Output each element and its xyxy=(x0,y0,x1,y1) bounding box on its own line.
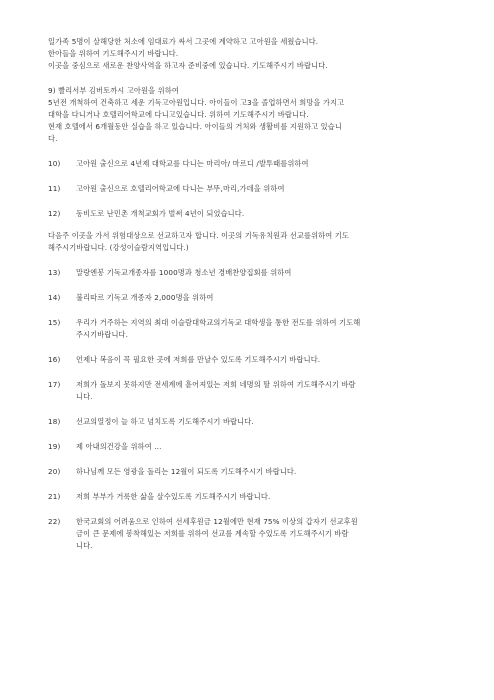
list-item-17 xyxy=(48,379,468,403)
item-text: 한국교회의 어려움으로 인하여 선세후원금 12월에만 현재 75% 이상의 갑자기 선교후원 xyxy=(76,517,358,526)
item-text: 니다. xyxy=(76,392,93,401)
intro-line: 일가족 5명이 살해당한 처소에 임대료가 싸서 그곳에 계약하고 고아원을 세웠습니다. xyxy=(48,37,319,46)
item-number: 10) xyxy=(48,159,61,168)
intro-line: 이곳을 중심으로 새로운 찬양사역을 하고자 준비중에 있습니다. 기도해주시기 바랍니다. xyxy=(48,61,328,70)
item-number: 16) xyxy=(48,355,61,364)
item-text: 니다. xyxy=(76,541,93,550)
list-item-18 xyxy=(48,416,468,428)
document-body xyxy=(48,36,468,552)
item-number: 18) xyxy=(48,417,61,426)
item-text: 동비도로 난민촌 개척교회가 벌써 4년이 되었습니다. xyxy=(76,209,245,218)
item-number: 11) xyxy=(48,184,61,193)
item-number: 15) xyxy=(48,318,61,327)
item-text: 하나님께 모든 영광을 돌리는 12월이 되도록 기도해주시기 바랍니다. xyxy=(76,467,297,476)
list-item-12 xyxy=(48,208,468,220)
item-text: 불리따르 기독교 개종자 2,000명을 위하여 xyxy=(76,293,214,302)
item-9-line: 현재 호텔에서 6개월동안 실습을 하고 있습니다. 아이들의 거처와 생활비를 지원하고 있습니 xyxy=(48,122,342,131)
item-text: 말랑엔봉 기독교개종자를 1000명과 청소년 경배찬양집회를 위하여 xyxy=(76,268,292,277)
item-text: 언제나 복음이 꼭 필요한 곳에 저희를 만날수 있도록 기도해주시기 바랍니다. xyxy=(76,355,321,364)
item-number: 21) xyxy=(48,492,61,501)
item-text: 고아원 출신으로 4년제 대학교를 다니는 마리아/ 마르디 /발투때를위하여 xyxy=(76,159,309,168)
item-number: 19) xyxy=(48,442,61,451)
list-item-19 xyxy=(48,441,468,453)
item-number: 13) xyxy=(48,268,61,277)
item-text: 주시기바랍니다. xyxy=(76,330,129,339)
intro-line: 한아들을 위하여 기도해주시기 바랍니다. xyxy=(48,49,179,58)
item-12-extra-line: 해주시기바랍니다. (강성이슬람지역입니다.) xyxy=(48,243,189,252)
item-text: 선교의열정이 늘 하고 넘치도록 기도해주시기 바랍니다. xyxy=(76,417,254,426)
list-item-22 xyxy=(48,516,468,552)
item-text: 저희 부부가 거룩한 삶을 살수있도록 기도해주시기 바랍니다. xyxy=(76,492,271,501)
list-item-16 xyxy=(48,354,468,366)
item-text: 고아원 출신으로 호텔리어학교에 다니는 부뚜,마리,가데을 위하여 xyxy=(76,184,285,193)
list-item-15 xyxy=(48,317,468,341)
item-12-extra xyxy=(48,230,468,254)
item-number: 20) xyxy=(48,467,61,476)
item-12-extra-line: 다음주 이곳을 가서 위험대상으로 선교하고자 합니다. 이곳의 기독유치원과 선교를위하여 기도 xyxy=(48,231,349,240)
list-item-13 xyxy=(48,267,468,279)
item-number: 17) xyxy=(48,380,61,389)
item-9 xyxy=(48,85,468,145)
intro-paragraph xyxy=(48,36,468,72)
item-number: 14) xyxy=(48,293,61,302)
list-item-21 xyxy=(48,491,468,503)
item-text: 우리가 거주하는 지역의 최대 이슬람대학교의기독교 대학생을 통한 전도를 위하여 기도해 xyxy=(76,318,361,327)
item-9-line: 5년전 개척하여 건축하고 세운 기독고아원입니다. 아이들이 고3을 졸업하면서 희망을 가지고 xyxy=(48,98,345,107)
list-item-11 xyxy=(48,183,468,195)
item-9-line: 대학을 다니거나 호텔리어학교에 다니고있습니다. 위하여 기도해주시기 바랍니다. xyxy=(48,110,309,119)
item-number: 12) xyxy=(48,209,61,218)
item-9-line: 다. xyxy=(48,134,58,143)
item-number: 22) xyxy=(48,517,61,526)
list-item-20 xyxy=(48,466,468,478)
list-item-10 xyxy=(48,158,468,170)
list-item-14 xyxy=(48,292,468,304)
item-text: 제 아내의건강을 위하여 ... xyxy=(76,442,162,451)
item-text: 저희가 돌보지 못하지만 전세계에 흩어져있는 저희 네명의 딸 위하여 기도해주시기 바람 xyxy=(76,380,356,389)
item-9-title: 9) 빨리서부 김버토까시 고아원을 위하여 xyxy=(48,86,179,95)
item-text: 금이 큰 문제에 봉착해있는 저희를 위하여 선교를 계속할 수있도록 기도해주시기 바람 xyxy=(76,529,349,538)
